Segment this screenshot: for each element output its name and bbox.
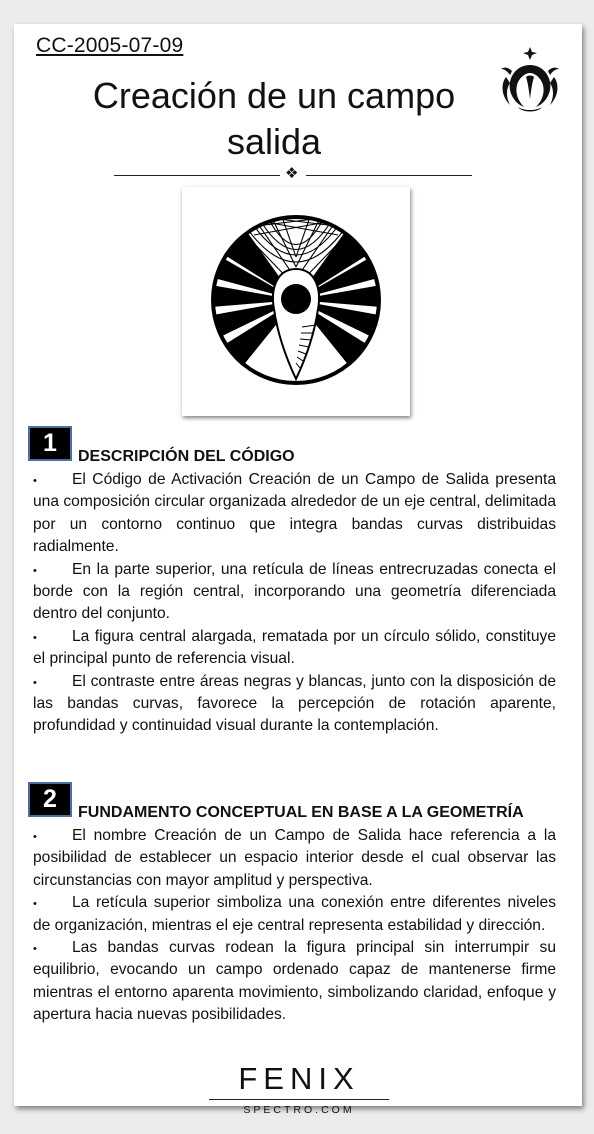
bullet-item: • La figura central alargada, rematada por un círculo sólido, constituye el principal punto de referencia visual. [33, 627, 556, 668]
bullet-icon: • [33, 564, 37, 577]
bullet-item: • En la parte superior, una retícula de líneas entrecruzadas conecta el borde con la región central, incorporando una geometría diferenciada dentro del conjunto. [33, 560, 556, 623]
bullet-icon: • [33, 943, 37, 956]
section-number-badge: 2 [28, 782, 72, 817]
circular-field-figure [182, 187, 410, 416]
document-card [14, 24, 582, 1106]
brand-name: FENIX [238, 1061, 360, 1096]
bullet-item: • El Código de Activación Creación de un Campo de Salida presenta una composición circular organizada alrededor de un eje central, delimitada por un contorno continuo que integra bandas curvas distribuidas radialmente. [33, 471, 556, 556]
bullet-item: • El contraste entre áreas negras y blancas, junto con la disposición de las bandas curvas, favorece la percepción de rotación aparente, profundidad y continuidad visual durante la contemplación. [33, 672, 556, 735]
diamond-ornament-icon: ❖ [285, 165, 299, 182]
bullet-icon: • [33, 475, 37, 487]
phoenix-logo-icon [498, 47, 562, 115]
section-bullet-list [33, 825, 556, 1027]
bullet-icon: • [33, 898, 37, 911]
bullet-icon: • [33, 831, 37, 843]
bullet-icon: • [33, 631, 37, 644]
bullet-item: • El nombre Creación de un Campo de Salida hace referencia a la posibilidad de establecer un espacio interior desde el cual observar las circunstancias con mayor amplitud y perspectiva. [33, 827, 556, 889]
section-heading: DESCRIPCIÓN DEL CÓDIGO [78, 448, 295, 465]
title-divider [114, 165, 472, 182]
bullet-item: • La retícula superior simboliza una conexión entre diferentes niveles de organización, mientras el eje central representa estabilidad y dirección. [33, 894, 556, 934]
section-number-badge: 1 [28, 426, 72, 461]
brand-site: SPECTRO.COM [243, 1104, 355, 1116]
section-heading: FUNDAMENTO CONCEPTUAL EN BASE A LA GEOMETRÍA [78, 804, 524, 821]
bullet-icon: • [33, 676, 37, 689]
footer-brand [195, 1062, 403, 1117]
circular-field-mandala-figure [182, 187, 410, 416]
section-bullet-list [33, 469, 556, 738]
document-code: CC-2005-07-09 [36, 34, 184, 57]
footer-rule [209, 1099, 389, 1100]
page-title: Creación de un campo salida [92, 75, 456, 162]
bullet-item: • Las bandas curvas rodean la figura principal sin interrumpir su equilibrio, evocando un campo ordenado capaz de mantenerse firme mientras el entorno aparenta movimiento, simbolizando claridad, enfoque y apertura hacia nuevas posibilidades. [33, 939, 556, 1024]
